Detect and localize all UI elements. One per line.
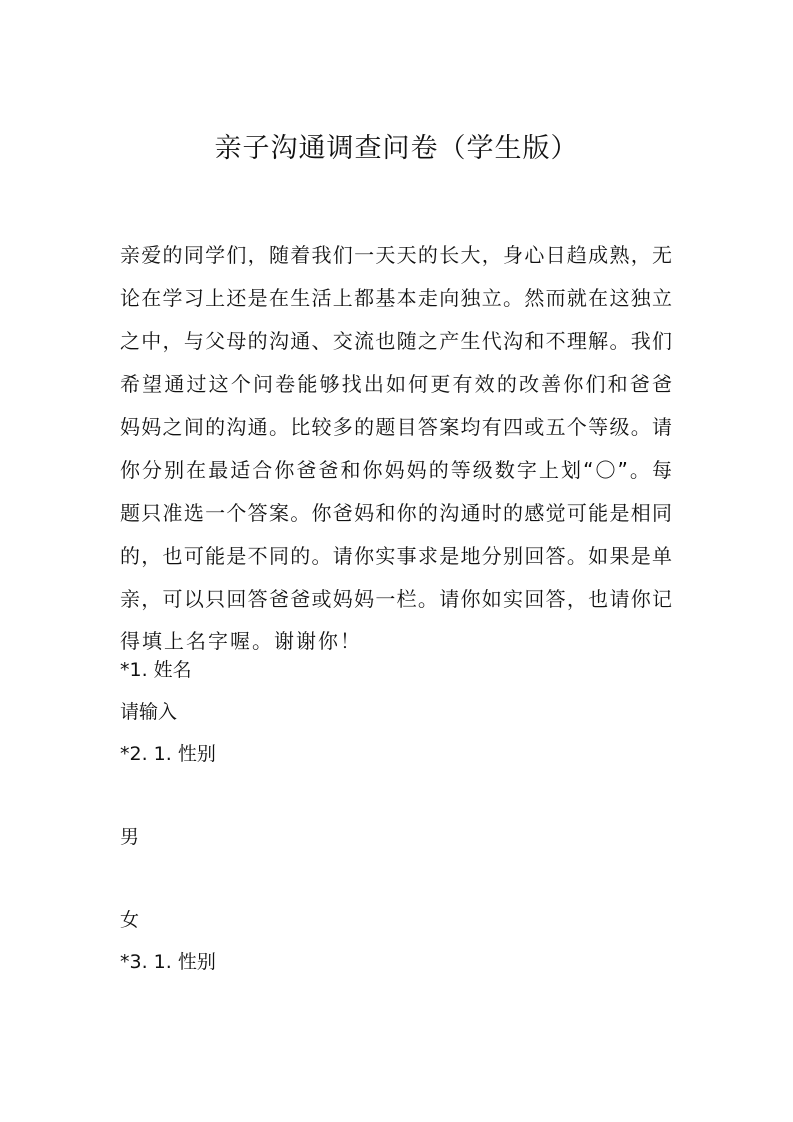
intro-line: 你分别在最适合你爸爸和你妈妈的等级数字上划“〇”。每 [120, 458, 672, 482]
intro-line: 希望通过这个问卷能够找出如何更有效的改善你们和爸爸 [120, 372, 672, 396]
gender-option-male[interactable]: 男 [120, 826, 140, 848]
intro-line: 的，也可能是不同的。请你实事求是地分别回答。如果是单 [120, 544, 672, 568]
page-title: 亲子沟通调查问卷（学生版） [214, 133, 579, 164]
name-input[interactable]: 请输入 [120, 701, 178, 723]
intro-line: 妈妈之间的沟通。比较多的题目答案均有四或五个等级。请 [120, 415, 672, 439]
gender-option-female[interactable]: 女 [120, 909, 140, 931]
question-name-label: *1. 姓名 [120, 659, 192, 681]
intro-line: 得填上名字喔。谢谢你！ [120, 629, 362, 653]
question-gender-label: *2. 1. 性别 [120, 743, 216, 765]
intro-line: 之中，与父母的沟通、交流也随之产生代沟和不理解。我们 [120, 329, 672, 353]
intro-line: 亲，可以只回答爸爸或妈妈一栏。请你如实回答，也请你记 [120, 587, 672, 611]
intro-line: 题只准选一个答案。你爸妈和你的沟通时的感觉可能是相同 [120, 501, 672, 525]
intro-line: 论在学习上还是在生活上都基本走向独立。然而就在这独立 [120, 286, 672, 310]
intro-line: 亲爱的同学们，随着我们一天天的长大，身心日趋成熟，无 [120, 243, 672, 267]
question-3-label: *3. 1. 性别 [120, 951, 216, 973]
